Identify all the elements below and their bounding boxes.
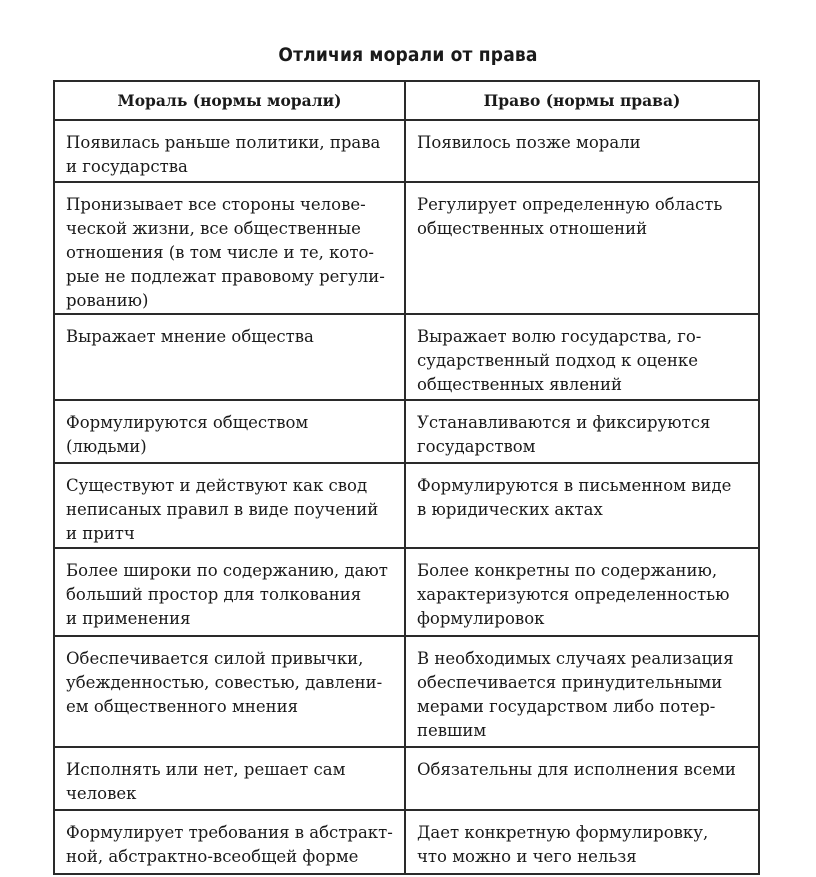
cell-law [405, 810, 759, 874]
cell-text: Формулируются в письменном виде в юридических актах [417, 476, 732, 519]
cell-text: Устанавливаются и фиксируются государством [417, 413, 711, 456]
cell-morality [54, 548, 405, 636]
cell-morality [54, 120, 405, 182]
cell-text: Регулирует определенную область общественных отношений [417, 195, 723, 238]
cell-law [405, 636, 759, 747]
cell-text: Появилось позже морали [417, 133, 641, 152]
cell-text: Обязательны для исполнения всеми [417, 760, 736, 779]
cell-law [405, 314, 759, 400]
page-title: Отличия морали от права [278, 44, 538, 66]
table-header-row [54, 81, 759, 120]
cell-morality [54, 463, 405, 548]
cell-morality [54, 182, 405, 314]
cell-morality [54, 636, 405, 747]
comparison-table [53, 80, 760, 875]
table-row [54, 636, 759, 747]
table-row [54, 463, 759, 548]
cell-text: Существуют и действуют как свод неписаных правил в виде поучений и притч [66, 476, 379, 543]
cell-text: Исполнять или нет, решает сам человек [66, 760, 346, 803]
cell-text: Пронизывает все стороны челове- ческой жизни, все общественные отношения (в том числе и те, кото- рые не подлежат правовому регули- рованию) [66, 195, 385, 310]
table-row [54, 120, 759, 182]
cell-text: Более широки по содержанию, дают больший простор для толкования и применения [66, 561, 388, 628]
cell-law [405, 182, 759, 314]
cell-law [405, 400, 759, 463]
header-law: Право (нормы права) [405, 81, 759, 120]
cell-text: В необходимых случаях реализация обеспечивается принудительными мерами государством либо потер- певшим [417, 649, 734, 740]
cell-law [405, 120, 759, 182]
table-row [54, 314, 759, 400]
table-row [54, 182, 759, 314]
cell-text: Формулируются обществом (людьми) [66, 413, 309, 456]
cell-morality [54, 810, 405, 874]
cell-text: Обеспечивается силой привычки, убежденностью, совестью, давлени- ем общественного мнения [66, 649, 383, 716]
cell-morality [54, 314, 405, 400]
cell-text: Выражает мнение общества [66, 327, 314, 346]
table-row [54, 747, 759, 810]
cell-law [405, 463, 759, 548]
cell-text: Выражает волю государства, го- сударственный подход к оценке общественных явлений [417, 327, 702, 394]
cell-morality [54, 747, 405, 810]
cell-law [405, 747, 759, 810]
table-row [54, 810, 759, 874]
cell-text: Более конкретны по содержанию, характеризуются определенностью формулировок [417, 561, 730, 628]
cell-text: Появилась раньше политики, права и государства [66, 133, 381, 176]
cell-text: Формулирует требования в абстракт- ной, абстрактно-всеобщей форме [66, 823, 393, 866]
header-morality: Мораль (нормы морали) [54, 81, 405, 120]
table-row [54, 400, 759, 463]
cell-text: Дает конкретную формулировку, что можно и чего нельзя [417, 823, 709, 866]
table-row [54, 548, 759, 636]
cell-law [405, 548, 759, 636]
cell-morality [54, 400, 405, 463]
